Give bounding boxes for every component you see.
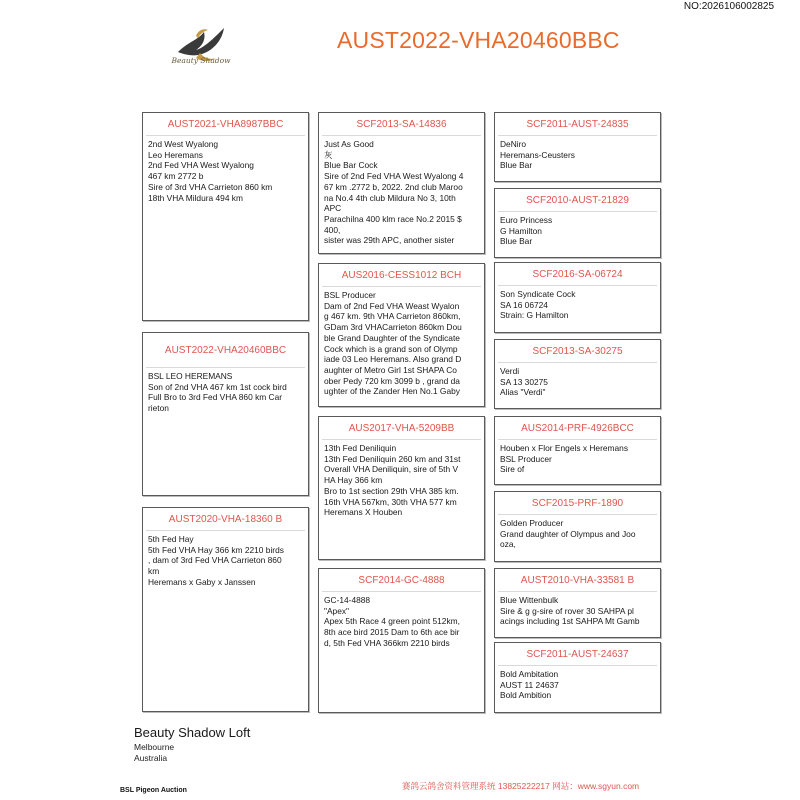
pedigree-card-g3-5 [494, 416, 661, 485]
pedigree-card-sire-dam [318, 263, 485, 407]
card-notes: 2nd West Wyalong Leo Heremans 2nd Fed VHA West Wyalong 467 km 2772 b Sire of 3rd VHA Carrieton 860 km 18th VHA Mildura 494 km [148, 139, 273, 203]
card-notes: Son Syndicate Cock SA 16 06724 Strain: G Hamilton [500, 289, 576, 321]
loft-city: Melbourne [134, 742, 175, 752]
card-notes: Houben x Flor Engels x Heremans BSL Producer Sire of [500, 443, 629, 475]
ring-number: AUS2017-VHA-5209BB [348, 423, 455, 434]
card-notes: GC-14-4888 "Apex" Apex 5th Race 4 green point 512km, 8th ace bird 2015 Dam to 6th ace bir d, 5th Fed VHA 366km 2210 birds [324, 595, 460, 648]
ring-number: AUST2022-VHA20460BBC [164, 345, 287, 356]
ring-number: SCF2010-AUST-21829 [526, 195, 629, 206]
pedigree-card-g3-8 [494, 642, 661, 713]
loft-country: Australia [134, 753, 168, 763]
pedigree-card-g3-4 [494, 339, 661, 409]
ring-number: AUST2010-VHA-33581 B [520, 575, 635, 586]
card-notes: BSL LEO HEREMANS Son of 2nd VHA 467 km 1st cock bird Full Bro to 3rd Fed VHA 860 km Car rieton [148, 371, 287, 414]
dove-logo-icon [170, 22, 232, 74]
pedigree-card-g3-7 [494, 568, 661, 638]
pedigree-card-sire-sire [318, 112, 485, 254]
pedigree-card-g3-6 [494, 491, 661, 562]
ring-number: AUST2020-VHA-18360 B [168, 514, 283, 525]
ring-number: SCF2016-SA-06724 [532, 269, 623, 280]
card-notes: Bold Ambitation AUST 11 24637 Bold Ambition [500, 669, 559, 701]
card-notes: Just As Good 灰 Blue Bar Cock Sire of 2nd Fed VHA West Wyalong 4 67 km .2772 b, 2022. 2nd club Maroo na No.4 4th club Mildura No 3, 10th APC Parachilna 400 klm race No.2 2015 $ 400, sister was 29th APC, another sister [324, 139, 464, 246]
card-notes: Blue Wittenbulk Sire & g g-sire of rover 30 SAHPA pl acings including 1st SAHPA Mt Gamb [500, 595, 640, 627]
ring-number: AUS2016-CESS1012 BCH [341, 270, 462, 281]
auction-label: BSL Pigeon Auction [120, 787, 187, 794]
pedigree-card-dam-sire [318, 416, 485, 560]
ring-number: AUS2014-PRF-4926BCC [521, 423, 634, 434]
pedigree-card-dam-dam [318, 568, 485, 713]
card-notes: Verdi SA 13 30275 Alias "Verdi" [500, 366, 548, 398]
card-notes: DeNiro Heremans-Ceusters Blue Bar [500, 139, 575, 171]
ring-number: SCF2011-AUST-24835 [526, 119, 629, 130]
card-notes: Golden Producer Grand daughter of Olympus and Joo ozа, [500, 518, 636, 550]
card-notes: BSL Producer Dam of 2nd Fed VHA Weast Wyalon g 467 km. 9th VHA Carrieton 860km, GDam 3rd VHACarrieton 860km Dou ble Grand Daughter of the Syndicate Cock which is a grand son of Olymp iade 03 Leo Heremans. Also grand D aughter of Metro Girl 1st SHAPA Co ober Pedy 720 km 3099 b , grand da ughter of the Zander Hen No.1 Gaby [324, 290, 462, 397]
pedigree-card-g3-2 [494, 188, 661, 258]
document-number: NO:2026106002825 [683, 1, 774, 12]
pedigree-card-subject [142, 332, 309, 496]
ring-number: SCF2014-GC-4888 [358, 575, 445, 586]
ring-number: SCF2013-SA-14836 [356, 119, 447, 130]
card-notes: 5th Fed Hay 5th Fed VHA Hay 366 km 2210 birds , dam of 3rd Fed VHA Carrieton 860 km Heremans x Gaby x Janssen [148, 534, 284, 587]
page-title: AUST2022-VHA20460BBC [337, 27, 620, 53]
pedigree-card-g3-3 [494, 262, 661, 333]
ring-number: AUST2021-VHA8987BBC [167, 119, 284, 130]
logo-text: Beauty Shadow [171, 56, 231, 65]
loft-name: Beauty Shadow Loft [134, 725, 251, 740]
ring-number: SCF2013-SA-30275 [532, 346, 623, 357]
ring-number: SCF2011-AUST-24637 [526, 649, 629, 660]
pedigree-card-g3-1 [494, 112, 661, 182]
pedigree-card-sire [142, 112, 309, 321]
ring-number: SCF2015-PRF-1890 [531, 498, 624, 509]
card-notes: Euro Princess G Hamilton Blue Bar [500, 215, 553, 247]
footer-contact: 赛鸽云鸽舍资料管理系统 13825222217 网站：www.sgyun.com [402, 781, 640, 791]
card-notes: 13th Fed Deniliquin 13th Fed Deniliquin 260 km and 31st Overall VHA Deniliquin, sire of 5th V HA Hay 366 km Bro to 1st section 29th VHA 385 km. 16th VHA 567km, 30th VHA 577 km Heremans X Houben [324, 443, 461, 518]
pedigree-card-dam [142, 507, 309, 712]
